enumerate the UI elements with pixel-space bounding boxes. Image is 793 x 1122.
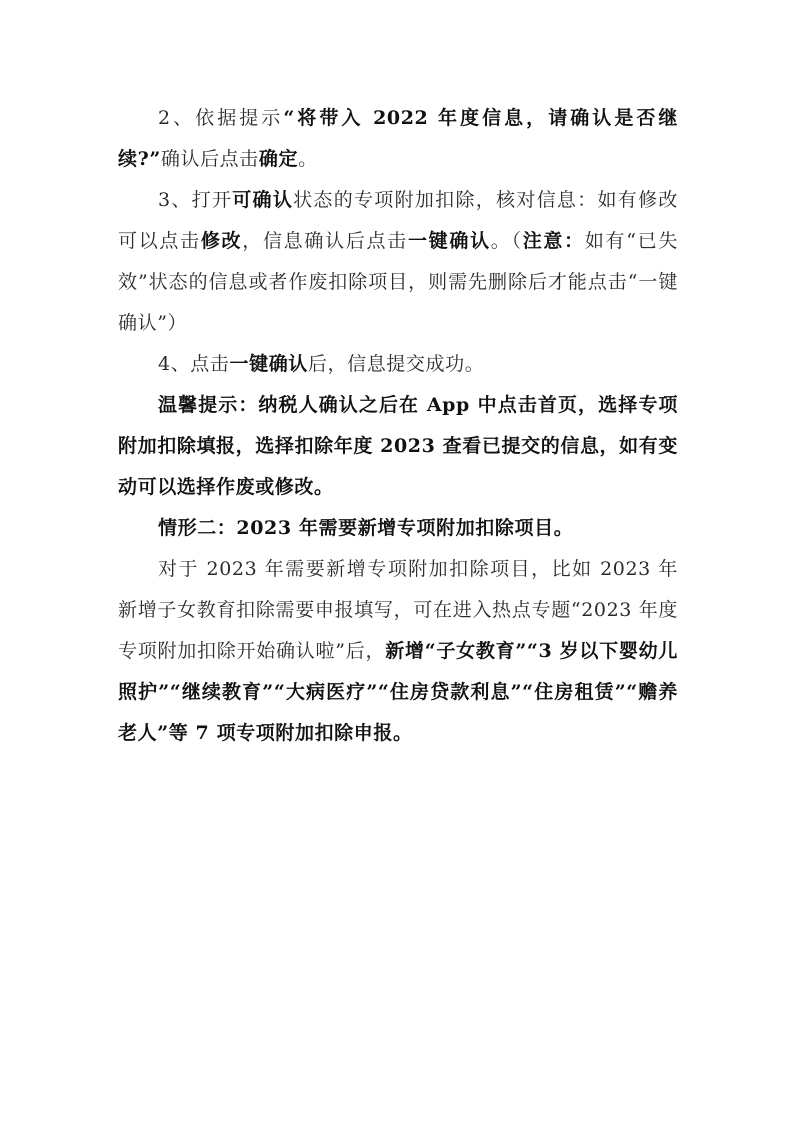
paragraph-warm-tip — [118, 385, 678, 508]
one-click-confirm-keyword: 一键确认 — [407, 230, 491, 252]
paragraph-step-2 — [118, 98, 678, 180]
step-4-text-2: 后，信息提交成功。 — [307, 353, 485, 375]
step-2-text: 2、依据提示 — [158, 107, 284, 129]
scenario-2-text: 对于 2023 年需要新增专项附加扣除项目，比如 2023 年新增子女教育扣除需要申报填写，可在进入热点专题“2023 年度专项附加扣除开始确认啦”后， — [118, 558, 678, 662]
paragraph-step-3 — [118, 180, 678, 344]
paragraph-scenario-2-heading — [118, 508, 678, 549]
step-3-text: 3、打开 — [158, 189, 233, 211]
scenario-2-heading: 情形二：2023 年需要新增专项附加扣除项目。 — [158, 517, 574, 539]
step-3-note-text: 如有“已失效”状态的信息或者作废扣除项目，则需先删除后才能点击“一键确认”） — [118, 230, 678, 334]
confirmable-keyword: 可确认 — [232, 189, 294, 211]
paragraph-scenario-2-body — [118, 549, 678, 754]
step-4-text: 4、点击 — [158, 353, 230, 375]
step-3-text-4: 。（ — [490, 230, 523, 252]
step-3-text-2: 状态的专项附加扣除，核对信息：如有修改可以点击 — [118, 189, 678, 252]
document-body — [118, 98, 678, 754]
confirm-keyword: 确定 — [258, 148, 299, 170]
step-2-prompt-quote: “将带入 2022 年度信息，请确认是否继续?” — [118, 107, 678, 170]
warm-tip-text: 温馨提示：纳税人确认之后在 App 中点击首页，选择专项附加扣除填报，选择扣除年度 2023 查看已提交的信息，如有变动可以选择作废或修改。 — [118, 394, 678, 498]
one-click-confirm-keyword-2: 一键确认 — [229, 353, 308, 375]
note-keyword: 注意： — [522, 230, 585, 252]
step-2-text-3: 。 — [298, 148, 318, 170]
step-2-text-2: 确认后点击 — [160, 148, 259, 170]
step-3-text-3: ，信息确认后点击 — [242, 230, 408, 252]
modify-keyword: 修改 — [200, 230, 243, 252]
paragraph-step-4 — [118, 344, 678, 385]
scenario-2-bold-list: 新增“子女教育”“3 岁以下婴幼儿照护”“继续教育”“大病医疗”“住房贷款利息”“住房租赁”“赡养老人”等 7 项专项附加扣除申报。 — [118, 640, 678, 744]
